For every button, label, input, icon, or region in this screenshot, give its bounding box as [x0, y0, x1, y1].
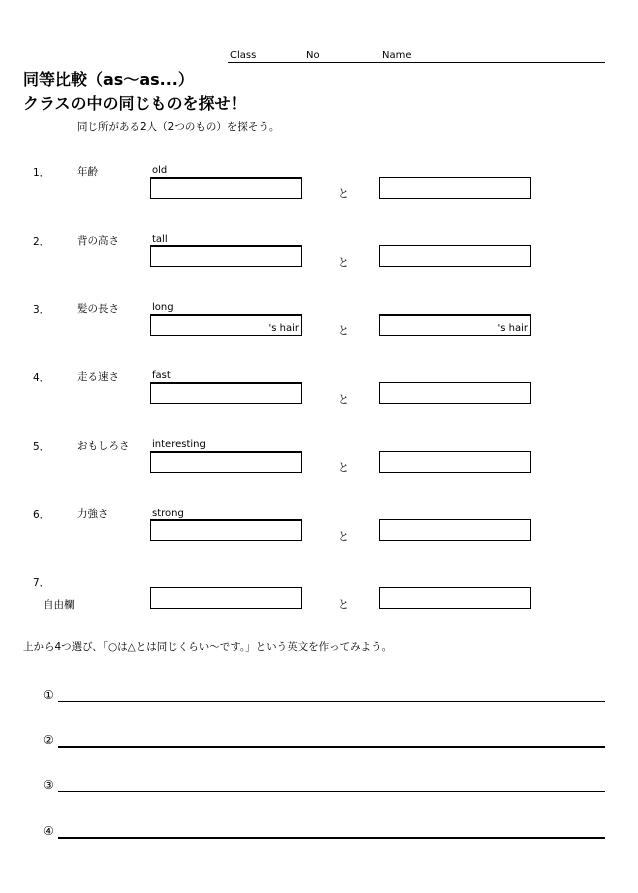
- connector-to: と: [338, 530, 349, 543]
- hair-suffix: 's hair: [497, 323, 528, 334]
- page-subtitle: クラスの中の同じものを探せ！: [23, 94, 247, 113]
- task-instruction: 上から4つ選び、「○は△とは同じくらい～です。」という英文を作ってみよう。: [23, 641, 393, 653]
- row-word: long: [152, 302, 174, 313]
- answer-box-left[interactable]: [150, 314, 302, 336]
- answer-box-right[interactable]: [379, 177, 531, 199]
- instruction: 同じ所がある2人（2つのもの）を探そう。: [77, 121, 280, 133]
- row-number: 7．: [33, 577, 51, 589]
- row-word: strong: [152, 508, 184, 519]
- answer-box-right[interactable]: [379, 587, 531, 609]
- header-line: [228, 62, 605, 63]
- row-number: 4．: [33, 372, 51, 384]
- row-label: 走る速さ: [77, 371, 119, 383]
- row-number: 6．: [33, 509, 51, 521]
- answer-box-left[interactable]: [150, 587, 302, 609]
- answer-box-left[interactable]: [150, 519, 302, 541]
- row-word: fast: [152, 370, 171, 381]
- row-word: tall: [152, 234, 168, 245]
- answer-box-right[interactable]: [379, 519, 531, 541]
- answer-box-left[interactable]: [150, 245, 302, 267]
- hair-suffix: 's hair: [268, 323, 299, 334]
- row-word: old: [152, 165, 168, 176]
- row-label: 年齢: [77, 166, 98, 178]
- answer-number: ④: [43, 824, 54, 838]
- connector-to: と: [338, 393, 349, 406]
- row-label: 背の高さ: [77, 235, 119, 247]
- answer-box-right[interactable]: [379, 451, 531, 473]
- answer-number: ③: [43, 778, 54, 792]
- row-word: interesting: [152, 439, 206, 450]
- answer-box-left[interactable]: [150, 177, 302, 199]
- no-label: No: [306, 50, 320, 61]
- answer-box-right[interactable]: [379, 382, 531, 404]
- class-label: Class: [230, 50, 257, 61]
- page-title: 同等比較（as～as...）: [23, 70, 194, 89]
- answer-box-right[interactable]: [379, 245, 531, 267]
- answer-box-left[interactable]: [150, 451, 302, 473]
- row-number: 3．: [33, 304, 51, 316]
- row-label: 髪の長さ: [77, 303, 119, 315]
- connector-to: と: [338, 598, 349, 611]
- connector-to: と: [338, 256, 349, 269]
- row-number: 1．: [33, 167, 51, 179]
- row-number: 2．: [33, 236, 51, 248]
- row-label: 自由欄: [43, 599, 75, 611]
- row-number: 5．: [33, 441, 51, 453]
- row-label: おもしろさ: [77, 440, 130, 452]
- answer-line-2[interactable]: [58, 746, 605, 748]
- answer-line-1[interactable]: [58, 701, 605, 702]
- row-label: 力強さ: [77, 508, 109, 520]
- answer-box-left[interactable]: [150, 382, 302, 404]
- name-label: Name: [382, 50, 412, 61]
- answer-box-right[interactable]: [379, 314, 531, 336]
- answer-line-3[interactable]: [58, 791, 605, 792]
- answer-number: ①: [43, 688, 54, 702]
- connector-to: と: [338, 187, 349, 200]
- connector-to: と: [338, 461, 349, 474]
- answer-line-4[interactable]: [58, 837, 605, 839]
- connector-to: と: [338, 324, 349, 337]
- answer-number: ②: [43, 733, 54, 747]
